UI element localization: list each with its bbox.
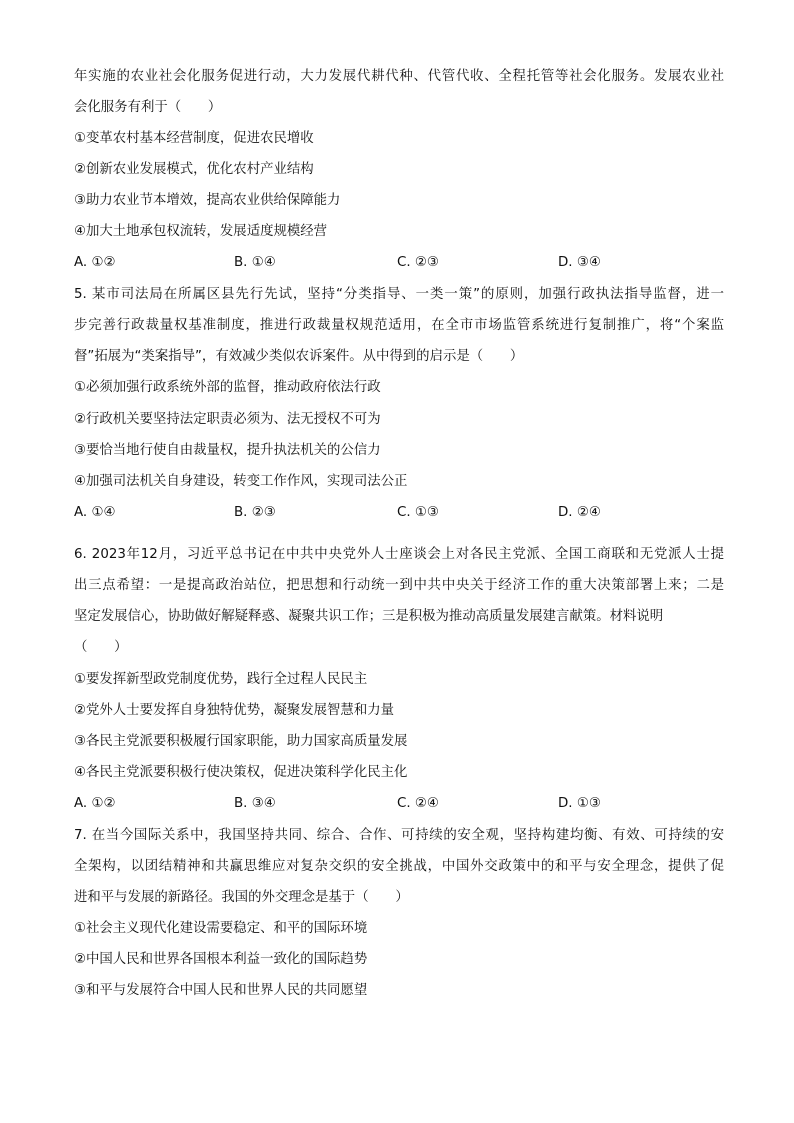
q7-statement-1: ①社会主义现代化建设需要稳定、和平的国际环境 (74, 921, 368, 936)
q4-statement-1: ①变革农村基本经营制度，促进农民增收 (74, 131, 314, 146)
q6-stem-line-2: 出三点希望：一是提高政治站位，把思想和行动统一到中共中央关于经济工作的重大决策部署上来；二是 (74, 578, 724, 593)
q4-option-a: A. ①② (74, 255, 116, 270)
q5-option-d: D. ②④ (558, 505, 601, 520)
q5-stem-line-1: 5. 某市司法局在所属区县先行先试，坚持“分类指导、一类一策”的原则，加强行政执法指导监督，进一 (74, 287, 724, 302)
q5-option-a: A. ①④ (74, 505, 116, 520)
q4-options (74, 253, 734, 273)
q6-statement-4: ④各民主党派要积极行使决策权，促进决策科学化民主化 (74, 765, 408, 780)
q4-option-c: C. ②③ (397, 255, 439, 270)
q7-statement-3: ③和平与发展符合中国人民和世界人民的共同愿望 (74, 983, 368, 998)
q5-statement-3: ③要恰当地行使自由裁量权，提升执法机关的公信力 (74, 443, 381, 458)
q6-option-d: D. ①③ (558, 796, 601, 811)
q7-statement-2: ②中国人民和世界各国根本利益一致化的国际趋势 (74, 952, 368, 967)
q7-stem-line-1: 7. 在当今国际关系中，我国坚持共同、综合、合作、可持续的安全观，坚持构建均衡、有效、可持续的安 (74, 828, 724, 843)
q5-statement-2: ②行政机关要坚持法定职责必须为、法无授权不可为 (74, 412, 381, 427)
q4-option-b: B. ①④ (234, 255, 276, 270)
q6-stem-line-3: 坚定发展信心，协助做好解疑释惑、凝聚共识工作；三是积极为推动高质量发展建言献策。材料说明 (74, 609, 664, 624)
q6-option-c: C. ②④ (397, 796, 439, 811)
q5-options (74, 503, 734, 523)
q7-stem-line-3: 进和平与发展的新路径。我国的外交理念是基于（ ） (74, 890, 409, 905)
q5-statement-4: ④加强司法机关自身建设，转变工作作风，实现司法公正 (74, 474, 408, 489)
q4-statement-2: ②创新农业发展模式，优化农村产业结构 (74, 162, 314, 177)
q4-stem-line-2: 会化服务有利于（ ） (74, 100, 222, 115)
q4-statement-4: ④加大土地承包权流转，发展适度规模经营 (74, 224, 328, 239)
q6-statement-3: ③各民主党派要积极履行国家职能，助力国家高质量发展 (74, 734, 408, 749)
q4-option-d: D. ③④ (558, 255, 601, 270)
q4-statement-3: ③助力农业节本增效，提高农业供给保障能力 (74, 193, 341, 208)
q7-stem-line-2: 全架构，以团结精神和共赢思维应对复杂交织的安全挑战，中国外交政策中的和平与安全理念，提供了促 (74, 859, 724, 874)
q6-stem-line-1: 6. 2023年12月，习近平总书记在中共中央党外人士座谈会上对各民主党派、全国工商联和无党派人士提 (74, 547, 724, 562)
q5-statement-1: ①必须加强行政系统外部的监督，推动政府依法行政 (74, 380, 381, 395)
q5-stem-line-2: 步完善行政裁量权基准制度，推进行政裁量权规范适用，在全市市场监管系统进行复制推广，将“个案监 (74, 318, 724, 333)
q6-statement-1: ①要发挥新型政党制度优势，践行全过程人民民主 (74, 672, 368, 687)
q5-option-b: B. ②③ (234, 505, 276, 520)
q6-option-b: B. ③④ (234, 796, 276, 811)
q6-answer-bracket: （ ） (74, 640, 128, 655)
q6-options (74, 794, 734, 814)
q5-stem-line-3: 督”拓展为“类案指导”，有效减少类似农诉案件。从中得到的启示是（ ） (74, 349, 524, 364)
q5-option-c: C. ①③ (397, 505, 439, 520)
q6-statement-2: ②党外人士要发挥自身独特优势，凝聚发展智慧和力量 (74, 703, 394, 718)
q4-stem-line-1: 年实施的农业社会化服务促进行动，大力发展代耕代种、代管代收、全程托管等社会化服务。发展农业社 (74, 69, 724, 84)
q6-option-a: A. ①② (74, 796, 116, 811)
